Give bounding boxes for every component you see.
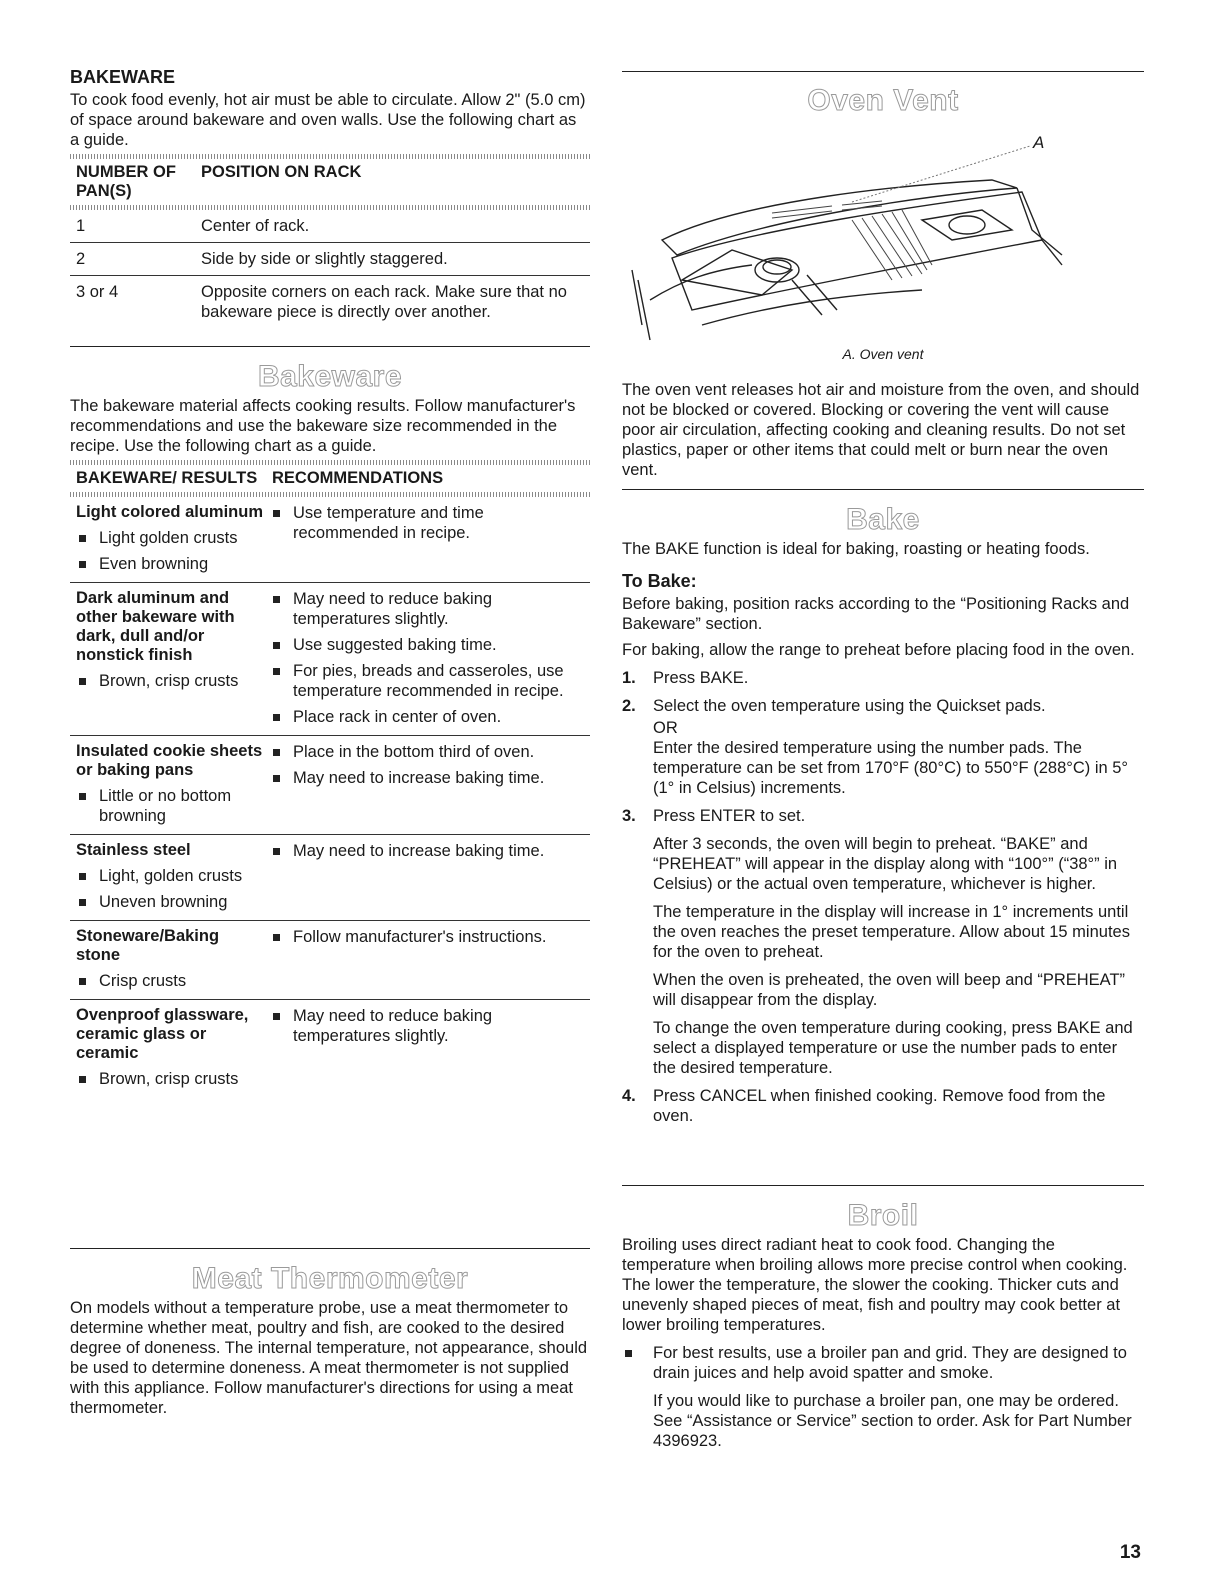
step-number: 4. [622,1087,636,1105]
meat-thermometer-section [70,1262,590,1418]
meat-thermometer-title: Meat Thermometer [191,1262,469,1295]
step-text: Select the oven temperature using the Quickset pads. [653,697,1046,715]
recommendation-item: May need to increase baking time. [293,842,545,860]
table-row [70,276,590,328]
figure-caption: A. Oven vent [842,346,924,362]
table-row [70,736,590,835]
step-number: 1. [622,669,636,687]
recommendation-item: May need to reduce baking temperatures slightly. [293,1007,493,1045]
step-detail: To change the oven temperature during cooking, press BAKE and select a displayed temperature or use the number pads to enter the desired temperature. [653,1019,1133,1077]
bake-step-3 [622,806,1144,826]
result-item: Light, golden crusts [99,867,243,885]
result-item: Even browning [99,555,209,573]
bake-section [622,503,1144,1126]
pan-count: 1 [76,217,86,235]
bakeware-table-header [70,465,590,492]
bake-para-1: Before baking, position racks according to the “Positioning Racks and Bakeware” section. [622,595,1130,633]
bakeware-intro: The bakeware material affects cooking results. Follow manufacturer's recommendations and use the bakeware size recommended in the recipe. Use the following chart as a guide. [70,397,576,455]
broil-bullet-text: For best results, use a broiler pan and grid. They are designed to drain juices and help avoid spatter and smoke. [653,1344,1127,1382]
bake-intro: The BAKE function is ideal for baking, roasting or heating foods. [622,540,1090,558]
rack-position: Center of rack. [201,217,310,235]
bakeware-name: Stainless steel [76,841,191,859]
table-row [70,243,590,276]
meat-thermometer-body: On models without a temperature probe, use a meat thermometer to determine whether meat, poultry and fish, are cooked to the desired degree of doneness. The internal temperature, not appearance, should be used to determine doneness. A meat thermometer is not supplied with this appliance. Follow manufacturer's directions for using a meat thermometer. [70,1299,588,1417]
broil-intro: Broiling uses direct radiant heat to cook food. Changing the temperature when broiling allows more precise control when cooking. The lower the temperature, the slower the cooking. Thicker cuts and unevenly shaped pieces of meat, fish and poultry may cook better at lower broiling temperatures. [622,1236,1128,1334]
rack-position: Side by side or slightly staggered. [201,250,448,268]
pan-count: 3 or 4 [76,283,119,301]
recommendation-item: Use suggested baking time. [293,636,497,654]
bakeware-name: Light colored aluminum [76,503,264,521]
bakeware-name: Dark aluminum and other bakeware with dark, dull and/or nonstick finish [76,589,235,664]
broil-followup: If you would like to purchase a broiler pan, one may be ordered. See “Assistance or Service” section to order. Ask for Part Number 4396923. [653,1392,1132,1450]
result-item: Crisp crusts [99,972,187,990]
result-item: Uneven browning [99,893,228,911]
page-number: 13 [1119,1542,1141,1563]
recommendation-item: Place rack in center of oven. [293,708,502,726]
section-divider [70,346,590,347]
bakeware-name: Insulated cookie sheets or baking pans [76,742,263,779]
callout-label: A [1033,133,1045,152]
table-row [70,1000,590,1097]
recommendation-item: May need to increase baking time. [293,769,545,787]
pan-col-position-header: POSITION ON RACK [201,163,362,181]
step-detail: When the oven is preheated, the oven will beep and “PREHEAT” will disappear from the display. [653,971,1126,1009]
result-item: Little or no bottom browning [99,787,232,825]
oven-vent-body: The oven vent releases hot air and moisture from the oven, and should not be blocked or covered. Blocking or covering the vent will cause poor air circulation, affecting cooking and cleaning results. Do not set plastics, paper or other items that could melt or burn near the oven vent. [622,381,1140,479]
broil-section [622,1199,1144,1451]
recommendation-item: Place in the bottom third of oven. [293,743,535,761]
step-detail: The temperature in the display will increase in 1° increments until the oven reaches the preset temperature. Allow about 15 minutes for the oven to preheat. [653,903,1130,961]
step-text: Press ENTER to set. [653,807,806,825]
section-divider [622,1185,1144,1186]
bakeware-name: Stoneware/Baking stone [76,927,220,964]
bakeware-spacing-intro: To cook food evenly, hot air must be able to circulate. Allow 2" (5.0 cm) of space around bakeware and oven walls. Use the following chart as a guide. [70,91,586,149]
step-alternative: Enter the desired temperature using the number pads. The temperature can be set from 170°F (80°C) to 550°F (288°C) in 5° (1° in Celsius) increments. [653,739,1129,797]
pan-col-number-header: NUMBER OF PAN(S) [76,163,176,200]
step-text: Press CANCEL when finished cooking. Remove food from the oven. [653,1087,1106,1125]
recommendation-item: Use temperature and time recommended in recipe. [293,504,484,542]
section-divider [70,1248,590,1249]
bake-para-2: For baking, allow the range to preheat before placing food in the oven. [622,641,1135,659]
step-or: OR [653,719,678,737]
table-row [70,210,590,243]
step-detail: After 3 seconds, the oven will begin to preheat. “BAKE” and “PREHEAT” will appear in the display along with “100°” (“38°” in Celsius) or the actual oven temperature, whichever is higher. [653,835,1118,893]
bakeware-title: Bakeware [257,360,403,393]
table-row [70,921,590,1000]
bakeware-section [70,360,590,1097]
result-item: Brown, crisp crusts [99,1070,239,1088]
bakeware-col-header: BAKEWARE/ RESULTS [76,469,258,487]
recommendations-col-header: RECOMMENDATIONS [272,469,444,487]
table-row [70,583,590,736]
pan-table-header [70,159,590,205]
recommendation-item: For pies, breads and casseroles, use temperature recommended in recipe. [293,662,564,700]
bake-step-4 [622,1086,1144,1126]
broil-bullet [622,1343,1144,1383]
step-number: 3. [622,807,636,825]
rack-position: Opposite corners on each rack. Make sure that no bakeware piece is directly over another. [201,283,567,321]
bake-step-1 [622,668,1144,688]
broil-title: Broil [847,1199,919,1232]
step-number: 2. [622,697,636,715]
section-divider [622,489,1144,490]
section-divider [622,71,1144,72]
pan-count: 2 [76,250,86,268]
oven-vent-illustration [622,130,1144,345]
oven-vent-title: Oven Vent [807,84,959,117]
table-row [70,835,590,921]
bakeware-name: Ovenproof glassware, ceramic glass or ceramic [76,1006,249,1062]
result-item: Brown, crisp crusts [99,672,239,690]
to-bake-heading: To Bake: [622,571,697,591]
step-text: Press BAKE. [653,669,749,687]
result-item: Light golden crusts [99,529,238,547]
table-row [70,497,590,583]
bakeware-spacing-section [70,66,590,328]
recommendation-item: Follow manufacturer's instructions. [293,928,547,946]
bake-step-2 [622,696,1144,716]
bakeware-heading: BAKEWARE [70,67,176,87]
recommendation-item: May need to reduce baking temperatures slightly. [293,590,493,628]
bake-title: Bake [846,503,920,536]
